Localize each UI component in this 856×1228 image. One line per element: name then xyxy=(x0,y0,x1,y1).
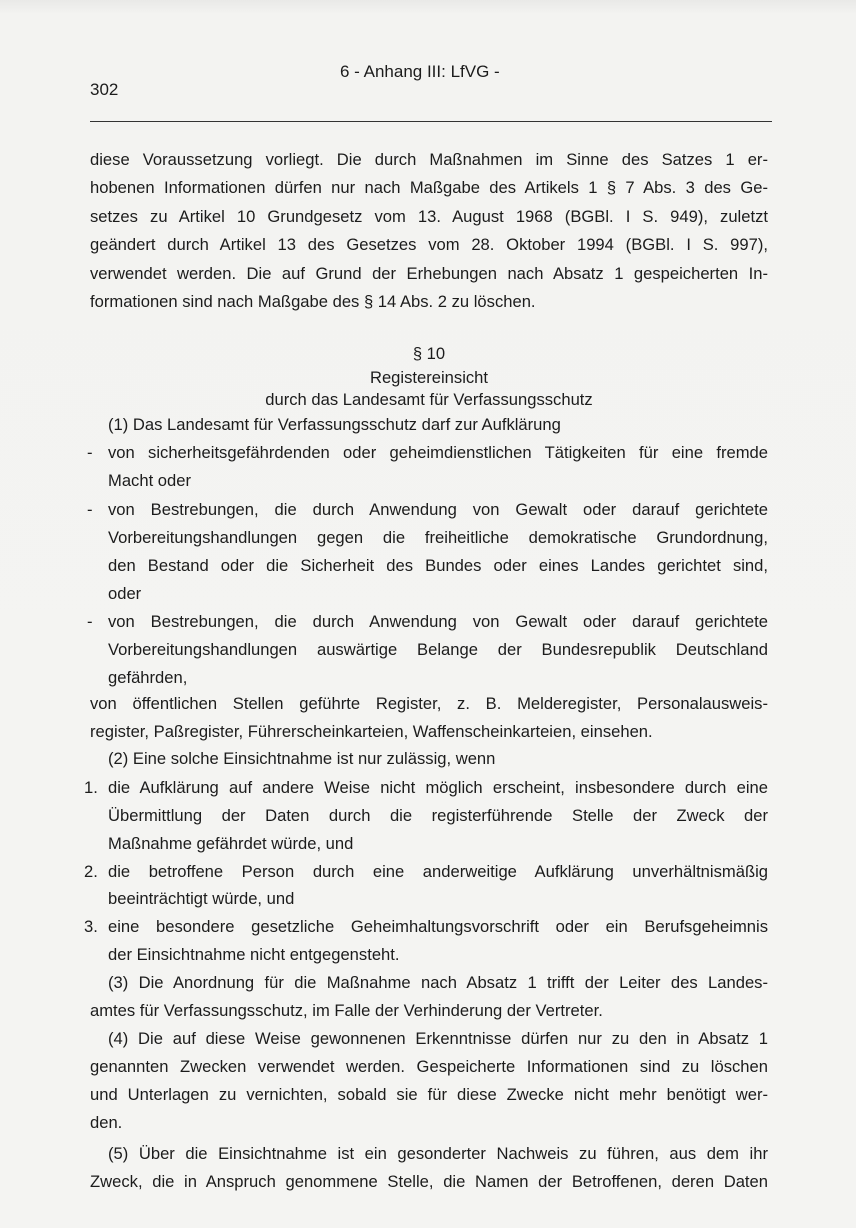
list-item-line: oder xyxy=(108,584,142,603)
intro-line: geändert durch Artikel 13 des Gesetzes vom 28. Oktober 1994 (BGBl. I S. 997), xyxy=(90,235,768,254)
list-item-line: Vorbereitungshandlungen gegen die freiheitliche demokratische Grundordnung, xyxy=(108,528,768,547)
intro-line: verwendet werden. Die auf Grund der Erhebungen nach Absatz 1 gespeicherten In- xyxy=(90,264,768,283)
header-rule xyxy=(90,121,772,122)
list-item-line: gefährden, xyxy=(108,668,188,687)
para4-line: und Unterlagen zu vernichten, sobald sie für diese Zwecke nicht mehr benötigt wer- xyxy=(90,1085,768,1104)
para4-line: genannten Zwecken verwendet werden. Gespeicherte Informationen sind zu löschen xyxy=(90,1057,768,1076)
list-item-line: von sicherheitsgefährdenden oder geheimdienstlichen Tätigkeiten für eine fremde xyxy=(108,443,768,462)
para2-lead: (2) Eine solche Einsichtnahme ist nur zulässig, wenn xyxy=(108,749,496,768)
para5-line: Zweck, die in Anspruch genommene Stelle, die Namen der Betroffenen, deren Daten xyxy=(90,1172,768,1191)
running-header: 6 - Anhang III: LfVG - xyxy=(340,62,500,81)
para4-line: den. xyxy=(90,1113,123,1132)
section-title: Registereinsicht xyxy=(369,368,489,387)
list-item-line: Vorbereitungshandlungen auswärtige Belange der Bundesrepublik Deutschland xyxy=(108,640,768,659)
para3-line: (3) Die Anordnung für die Maßnahme nach Absatz 1 trifft der Leiter des Landes- xyxy=(108,973,768,992)
list-item-line: die Aufklärung auf andere Weise nicht möglich erscheint, insbesondere durch eine xyxy=(108,778,768,797)
intro-line: hobenen Informationen dürfen nur nach Maßgabe des Artikels 1 § 7 Abs. 3 des Ge- xyxy=(90,178,768,197)
para4-line: (4) Die auf diese Weise gewonnenen Erkenntnisse dürfen nur zu den in Absatz 1 xyxy=(108,1029,768,1048)
page-number: 302 xyxy=(90,80,119,99)
list-item-line: Macht oder xyxy=(108,471,192,490)
list-item-line: eine besondere gesetzliche Geheimhaltungsvorschrift oder ein Berufsgeheimnis xyxy=(108,917,768,936)
list-number: 3. xyxy=(84,917,98,936)
list-number: 1. xyxy=(84,778,98,797)
section-number: § 10 xyxy=(412,344,446,363)
section-subtitle: durch das Landesamt für Verfassungsschutz xyxy=(265,390,593,409)
list-item-line: die betroffene Person durch eine anderweitige Aufklärung unverhältnismäßig xyxy=(108,862,768,881)
list-item-line: von Bestrebungen, die durch Anwendung von Gewalt oder darauf gerichtete xyxy=(108,500,768,519)
intro-line: formationen sind nach Maßgabe des § 14 Abs. 2 zu löschen. xyxy=(90,292,536,311)
para3-line: amtes für Verfassungsschutz, im Falle der Verhinderung der Vertreter. xyxy=(90,1001,603,1020)
para1-tail-line: von öffentlichen Stellen geführte Register, z. B. Melderegister, Personalausweis- xyxy=(90,694,768,713)
list-dash: - xyxy=(87,500,93,519)
list-item-line: Übermittlung der Daten durch die registerführende Stelle der Zweck der xyxy=(108,806,768,825)
list-item-line: der Einsichtnahme nicht entgegensteht. xyxy=(108,945,400,964)
list-item-line: beeinträchtigt würde, und xyxy=(108,889,295,908)
list-item-line: den Bestand oder die Sicherheit des Bundes oder eines Landes gerichtet sind, xyxy=(108,556,768,575)
list-dash: - xyxy=(87,443,93,462)
para5-line: (5) Über die Einsichtnahme ist ein gesonderter Nachweis zu führen, aus dem ihr xyxy=(108,1144,768,1163)
list-number: 2. xyxy=(84,862,98,881)
para1-lead: (1) Das Landesamt für Verfassungsschutz darf zur Aufklärung xyxy=(108,415,561,434)
list-item-line: Maßnahme gefährdet würde, und xyxy=(108,834,354,853)
list-item-line: von Bestrebungen, die durch Anwendung von Gewalt oder darauf gerichtete xyxy=(108,612,768,631)
intro-line: setzes zu Artikel 10 Grundgesetz vom 13. August 1968 (BGBl. I S. 949), zuletzt xyxy=(90,207,768,226)
list-dash: - xyxy=(87,612,93,631)
para1-tail-line: register, Paßregister, Führerscheinkarteien, Waffenscheinkarteien, einsehen. xyxy=(90,722,653,741)
intro-line: diese Voraussetzung vorliegt. Die durch Maßnahmen im Sinne des Satzes 1 er- xyxy=(90,150,768,169)
